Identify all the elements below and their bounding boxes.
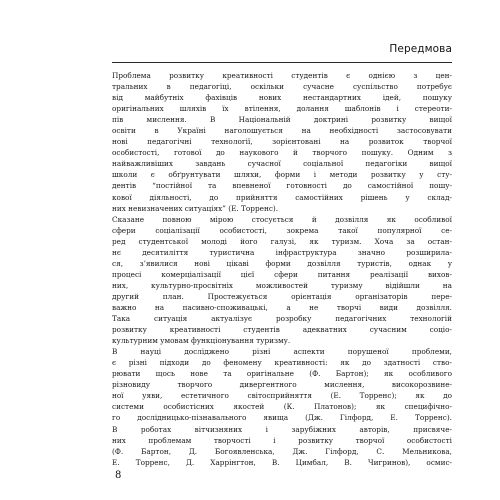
text-line: різновиду творчого дивергентного мислення, високорозвине- (112, 380, 452, 390)
text-line: від майбутніх фахівців нових нестандартних ідей, пошуку (112, 93, 452, 103)
text-line: Сказане повною мірою стосується й дозвілля як особливої (112, 214, 452, 224)
text-line: нє десятиліття туристична інфраструктура значно розширила- (112, 247, 452, 257)
text-line: ної уяви, естетичного світосприйняття (Е. Торренс); як до (112, 391, 452, 401)
text-line: Така ситуація актуалізує розробку педагогічних технологій (112, 314, 452, 324)
page-number: 8 (115, 470, 122, 481)
text-line: другий план. Простежується орієнтація організаторів пере- (112, 291, 452, 301)
text-line: освіти в Україні наголошується на необхідності застосовувати (112, 126, 452, 136)
text-line: особистості, готової до наукового й творчого пошуку. Одним з (112, 148, 452, 158)
paragraph (112, 214, 452, 347)
body-text (112, 70, 452, 468)
text-line: пів мислення. В Національній доктрині розвитку вищої (112, 115, 452, 125)
text-line: є різні підходи до феномену креативності: як до здатності ство- (112, 358, 452, 368)
text-line: важно на пасивно-споживацькі, а не творчі види дозвілля. (112, 302, 452, 312)
text-line: школи є обґрунтувати шляхи, форми і методи розвитку у сту- (112, 170, 452, 180)
text-line: них проблемам творчості і розвитку творчої особистості (112, 435, 452, 445)
text-line: кової діяльності, до прийняття самостійних рішень у склад- (112, 192, 452, 202)
text-line: рювати щось нове та оригінальне (Ф. Бартон); як особливого (112, 369, 452, 379)
text-line: го дослідницько-пізнавального явища (Дж. Гілфорд, Е. Торренс). (112, 413, 452, 423)
paragraph (112, 346, 452, 468)
text-line: В науці досліджено різні аспекти порушеної проблеми, (112, 347, 452, 357)
text-line: культурним умовам функціонування туризму. (112, 336, 291, 346)
header-rule (112, 62, 452, 63)
text-line: Е. Торренс, Д. Харрінгтон, В. Цимбал, В. Чигринов), осмис- (112, 457, 452, 467)
paragraph (112, 70, 452, 214)
text-line: ся, з’явилися нові цікаві форми дозвілля туристів, однак у (112, 258, 452, 268)
text-line: сфери соціалізації особистості, зокрема такої популярної се- (112, 225, 452, 235)
text-line: системи особистісних якостей (К. Платонов); як специфічно- (112, 402, 452, 412)
text-line: дентів “постійної та впевненої готовності до самостійної пошу- (112, 181, 452, 191)
text-line: них невизначених ситуаціях” (Е. Торренс). (112, 203, 279, 213)
text-line: (Ф. Бартон, Д. Богоявленська, Дж. Гілфорд, С. Мельникова, (112, 446, 452, 456)
text-line: розвитку креативності студентів адекватних сучасним соціо- (112, 325, 452, 335)
text-line: оригінальних шляхів їх втілення, долання шаблонів і стереоти- (112, 104, 452, 114)
text-line: них, культурно-просвітніх можливостей туризму відійшли на (112, 280, 452, 290)
text-line: нові педагогічні технології, зорієнтовані на розвиток творчої (112, 137, 452, 147)
text-line: Проблема розвитку креативності студентів є однією з цен- (112, 71, 452, 80)
text-line: ред студентської молоді його галузі, як туризм. Хоча за остан- (112, 236, 452, 246)
text-line: тральних в педагогіці, оскільки сучасне суспільство потребує (112, 82, 452, 92)
text-line: В роботах вітчизняних і зарубіжних авторів, присвяче- (112, 424, 452, 434)
running-header: Передмова (389, 43, 452, 55)
text-line: найважливіших завдань сучасної соціальної педагогіки вищої (112, 159, 452, 169)
text-line: процесі комерціалізації цієї сфери питання реалізації вихов- (112, 269, 452, 279)
